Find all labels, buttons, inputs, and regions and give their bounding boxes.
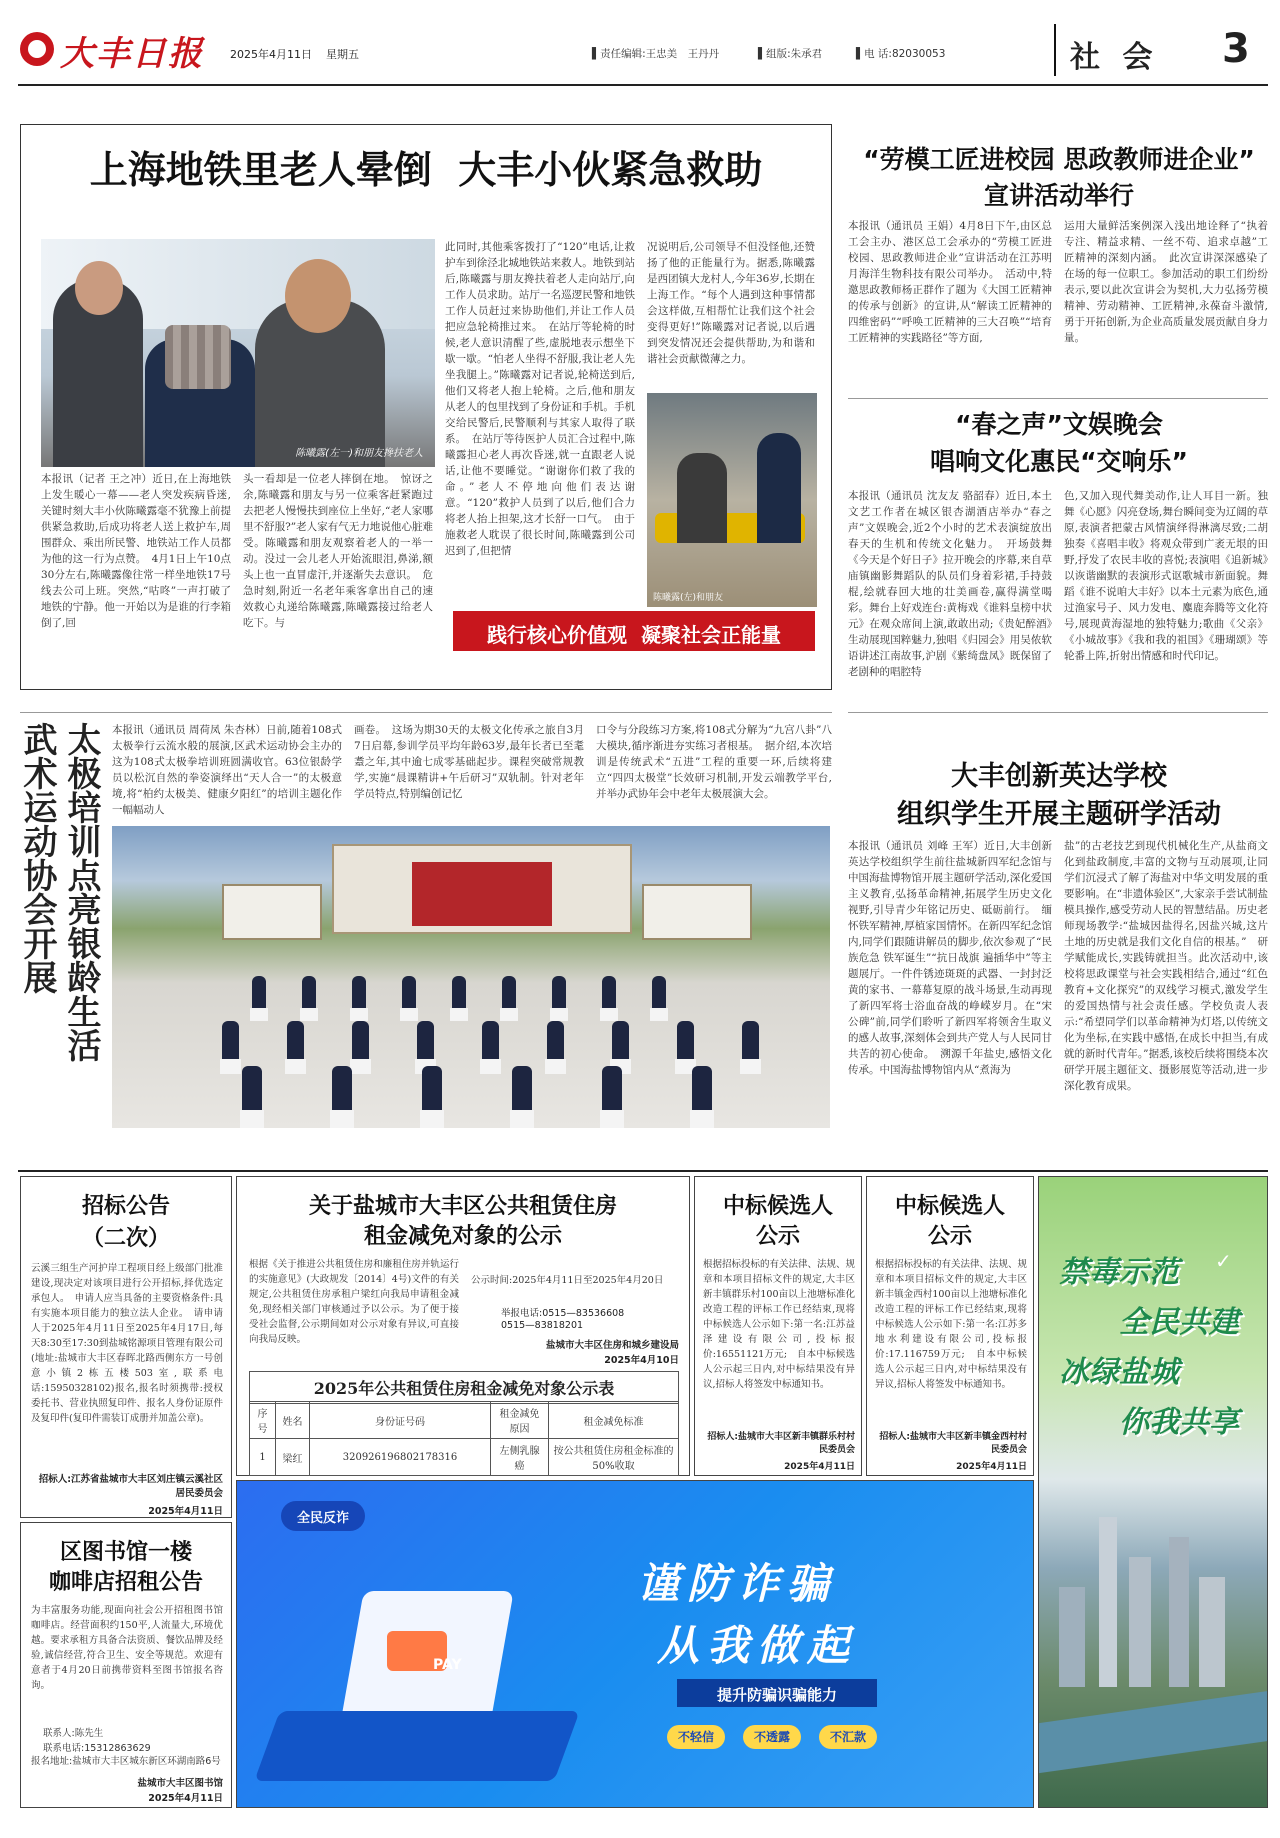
fraud-btn-2: 不透露	[743, 1725, 801, 1749]
performer-legs	[240, 1110, 264, 1128]
table-row	[250, 1439, 679, 1476]
issue-date: 2025年4月11日	[230, 48, 312, 61]
performer-legs	[300, 1008, 318, 1021]
psa-anti-drug	[1038, 1176, 1268, 1808]
issue-weekday: 星期五	[326, 48, 359, 61]
ad2-title-2: 租金减免对象的公示	[363, 1224, 562, 1249]
performer-figure	[612, 1021, 629, 1063]
performer-legs	[500, 1008, 518, 1021]
fraud-tag-text: 全民反诈	[296, 1511, 349, 1526]
fraud-line-1: 谨防诈骗	[637, 1559, 838, 1608]
performer-legs	[550, 1008, 568, 1021]
ad5-address: 报名地址:盐城市大丰区城东新区环湖南路6号	[31, 1756, 221, 1767]
performer-legs	[420, 1110, 444, 1128]
psa-drug-line-1: 禁毒示范	[1059, 1255, 1179, 1290]
ad2-table	[249, 1401, 679, 1476]
taichi-photo	[112, 826, 830, 1128]
psa-drug-line-2: 全民共建	[1119, 1305, 1239, 1340]
ad-cafe-lease	[20, 1522, 232, 1808]
ad-tender-notice	[20, 1176, 232, 1518]
person-left-head	[75, 261, 123, 315]
fraud-btn-1: 不轻信	[667, 1725, 725, 1749]
tower-5	[1059, 1587, 1085, 1687]
performer-figure	[417, 1021, 434, 1063]
medic	[757, 433, 801, 543]
page-number: 3	[1222, 26, 1250, 72]
fraud-btn-3: 不汇款	[819, 1725, 877, 1749]
performer-legs	[600, 1110, 624, 1128]
ad2-table-title: 2025年公共租赁住房租金减免对象公示表	[249, 1371, 679, 1404]
ad2-td-id: 320926196802178316	[310, 1439, 491, 1476]
performer-figure	[352, 1021, 369, 1063]
phone-credit: ▌电 话:82030053	[856, 48, 946, 60]
performer-figure	[512, 1066, 532, 1114]
story5-col-2: 盐”的古老技艺到现代机械化生产,从盐商文化到盐政制度,丰富的文物与互动展项,让同学们沉浸式了解了海盐对中华文明发展的重要影响。在“非遗体验区”,大家亲手尝试制盐模具操作,感受劳动人民的智慧结晶。历史老师现场教学:“盐城因盐得名,因盐兴城,这片土地的历史就是我们文化自信的根基。” 研学赋能成长,实践铸就担当。此次活动中,该校将思政课堂与社会实践相结合,通过“红色教育+文化探究”的双线学习模式,激发学生的爱国热情与社会责任感。学校负责人表示:“希望同学们以革命精神为灯塔,以传统文化为坐标,在实践中感悟,在成长中担当,有成就的新时代青年。”据悉,该校后续将围绕本次研学开展主题征文、摄影展览等活动,进一步深化教育成果。	[1064, 840, 1268, 1092]
performer-legs	[400, 1008, 418, 1021]
performer-legs	[690, 1110, 714, 1128]
ad2-table-header	[250, 1402, 679, 1439]
ad1-body: 云溪三组生产河护岸工程项目经上级部门批准建设,现决定对该项目进行公开招标,择优选定承包人。 申请人应当具备的主要资格条件:具有实施本项目能力的独立法人企业。 请申请人于2025年4月11日至2025年4月17日,每天8:30至17:30到盐城铭源项目管理有限公司(地址:盐城市大丰区春晖北路西侧东方一号创意小镇2栋五楼503室,联系电话:15950328102)报名,报名时须携带:授权委托书、营业执照复印件、报名人身份证原件及复印件(复印件需装订成册并加盖公章)。	[31, 1263, 223, 1424]
ad-rent-reduction	[236, 1176, 690, 1476]
river	[1039, 1691, 1268, 1773]
tower-3	[1169, 1537, 1189, 1687]
performer-legs	[330, 1110, 354, 1128]
story-col-4: 况说明后,公司领导不但没怪他,还赞扬了他的正能量行为。据悉,陈曦露是西团镇大龙村人,今年36岁,长期在上海工作。“每个人遇到这种事情都会这样做,互相帮忙让我们这个社会变得更好!”陈曦露对记者说,以后遇到突发情况还会提供帮助,为和谐和谐社会贡献微薄之力。	[647, 241, 815, 365]
performer-figure	[287, 1021, 304, 1063]
story3-col-1: 本报讯（通讯员 沈友友 骆韶春）近日,本土文艺工作者在城区银杏湖酒店举办“春之声”文娱晚会,近2个小时的艺术表演绽放出春天的生机和传统文化魅力。 开场鼓舞《今天是个好日子》拉开晚会的序幕,来自草庙镇幽影舞蹈队的队员们身着彩裙,手持鼓棍,绘就春回大地的壮美画卷,赢得满堂喝彩。舞台上好戏连台:黄梅戏《谁料皇榜中状元》在观众席间上演,敢敢出动;《贵妃醉酒》生动展现国粹魅力,独唱《归园会》用吴侬软语讲述江南故事,沪剧《紫绮盘凤》既保留了老剧种的唱腔特	[848, 490, 1052, 678]
ad2-phone-1: 举报电话:0515—83536608	[501, 1308, 625, 1319]
story4-col-3: 口令与分段练习方案,将108式分解为“九宫八卦”八大模块,循序渐进夯实练习者根基。 据介绍,本次培训是传统武术“五进”工程的重要一环,后续将建立“四四太极堂”长效研习机制,开发云端教学平台,并举办武协年会中老年太极展演大会。	[596, 724, 832, 800]
ad3-date: 2025年4月11日	[784, 1462, 855, 1472]
performer-figure	[222, 1021, 239, 1063]
story3-rule	[848, 712, 1268, 713]
performer-legs	[650, 1008, 668, 1021]
story4-vertical-headline-2: 武术运动协会开展	[17, 722, 57, 994]
masthead-rule	[18, 84, 1268, 86]
performer-legs	[545, 1059, 566, 1074]
performer-legs	[350, 1059, 371, 1074]
story5-col-1: 本报讯（通讯员 刘峰 王军）近日,大丰创新英达学校组织学生前往盐城新四军纪念馆与中国海盐博物馆开展主题研学活动,深化爱国主义教育,弘扬革命精神,拓展学生历史文化视野,引导青少年铭记历史、砥砺前行。 缅怀铁军精神,厚植家国情怀。在新四军纪念馆内,同学们跟随讲解员的脚步,依次参观了“民族危急 铁军诞生”“抗日战旗 遍插华中”等主题展厅。一件件锈迹斑斑的武器、一封封泛黄的家书、一幕幕复原的战斗场景,生动再现了新四军将士浴血奋战的峥嵘岁月。在“宋公碑”前,同学们聆听了新四军将领舍生取义的感人故事,深刻体会到共产党人与人民同甘共苦的初心使命。 溯源千年盐史,感悟文化传承。中国海盐博物馆内从“煮海为	[848, 840, 1052, 1076]
story5-headline-1: 大丰创新英达学校	[951, 761, 1167, 792]
story4-col-1: 本报讯（通讯员 周荷凤 朱杏林）日前,随着108式太极拳行云流水般的展演,区武术运动协会主办的这为108式太极拳培训班圆满收官。63位银龄学员以松沉自然的拳姿演绎出“天人合一”的太极意境,将“柏约太极美、健康夕阳红”的培训主题化作一幅幅动人	[112, 724, 342, 816]
story-col-2: 头一看却是一位老人摔倒在地。 惊讶之余,陈曦露和朋友与另一位乘客赶紧跑过去把老人慢慢扶到座位上坐好,“老人家哪里不舒服?”老人家有气无力地说他心脏难受。陈曦露和朋友观察着老人的一举一动。没过一会儿老人开始流眼泪,鼻涕,额头上也一直冒虚汗,并逐渐失去意识。 危急时刻,附近一名老年乘客拿出自己的速效救心丸递给陈曦露,陈曦露接过给老人吃下。与	[243, 473, 433, 629]
story3-headline-2: 唱响文化惠民“交响乐”	[930, 447, 1188, 476]
blurred-face	[165, 325, 231, 389]
performer-figure	[652, 976, 666, 1011]
performer-figure	[302, 976, 316, 1011]
editor-credit: ▌责任编辑:王忠美 王丹丹	[592, 48, 720, 60]
ad3-title-2: 公示	[755, 1224, 800, 1249]
helper	[677, 453, 727, 543]
performer-figure	[402, 976, 416, 1011]
ad2-period: 公示时间:2025年4月11日至2025年4月20日	[471, 1275, 664, 1286]
ad1-title-1: 招标公告	[81, 1194, 170, 1219]
performer-legs	[450, 1008, 468, 1021]
ad1-signer: 招标人:江苏省盐城市大丰区刘庄镇云溪社区居民委员会	[38, 1474, 223, 1499]
performer-legs	[600, 1008, 618, 1021]
ad2-th-reason: 租金减免原因	[491, 1402, 549, 1439]
story-col-3: 此同时,其他乘客拨打了“120”电话,让救护车到徐泾北城地铁站来救人。地铁到站后,陈曦露与朋友搀扶着老人走向站厅,向工作人员求助。站厅一名巡逻民警和地铁工作人员赶过来协助他们,并让工作人员把应急轮椅推过来。 在站厅等轮椅的时候,老人意识清醒了些,虚脱地表示想坐下歇一歇。“怕老人坐得不舒服,我让老人先坐我腿上。”陈曦露对记者说,轮椅送到后,他们又将老人抱上轮椅。之后,他和朋友从老人的包里找到了身份证和手机。手机交给民警后,民警顺利与其家人取得了联系。 在站厅等待医护人员汇合过程中,陈曦露担心老人再次昏迷,就一直跟老人说话,让他不要睡觉。“谢谢你们救了我的命。”老人不停地向他们表达谢意。“120”救护人员到了以后,他们合力将老人抬上担架,这才长舒一口气。 由于施救老人耽误了很长时间,陈曦露到公司迟到了,但把情	[445, 241, 635, 557]
newspaper-logo: 大丰日报	[60, 34, 204, 74]
ad2-th-name: 姓名	[276, 1402, 310, 1439]
ad2-phone-2: 0515—83818201	[501, 1320, 584, 1331]
performer-figure	[602, 976, 616, 1011]
value-banner-text: 践行核心价值观 凝聚社会正能量	[487, 623, 781, 647]
ad2-body: 根据《关于推进公共租赁住房和廉租住房并轨运行的实施意见》(大政规发〔2014〕4号)文件的有关规定,公共租赁住房承租户梁红向我局申请租金减免,现经相关部门审核通过予以公示。为了便于接受社会监督,公示期间如对公示对象有异议,可直接向我局反映。	[249, 1259, 459, 1345]
ad4-signer: 招标人:盐城市大丰区新丰镇金西村村民委员会	[879, 1432, 1027, 1455]
performer-figure	[742, 1021, 759, 1063]
ad5-title-2: 咖啡店招租公告	[48, 1570, 203, 1595]
psa-drug-line-4: 你我共享	[1119, 1405, 1239, 1440]
tower-1	[1099, 1517, 1117, 1687]
fraud-sub: 提升防骗识骗能力	[716, 1686, 837, 1704]
ad5-phone: 联系电话:15312863629	[43, 1743, 151, 1754]
performers-group	[112, 826, 830, 1128]
ad2-signer: 盐城市大丰区住房和城乡建设局	[545, 1340, 679, 1351]
ad4-body: 根据招标投标的有关法律、法规、规章和本项目招标文件的规定,大丰区新丰镇金西村100亩以上池塘标准化改造工程的评标工作已经结束,现将中标候选人公示如下:第一名:江苏多地水利建设有限公司,投标报价:17.116759万元; 自本中标候选人公示起三日内,对中标结果没有异议,招标人将签发中标通知书。	[875, 1259, 1027, 1390]
ad5-body: 为丰富服务功能,现面向社会公开招租图书馆咖啡店。经营面积约150平,人流量大,环境优越。要求承租方具备合法资质、餐饮品牌及经验,诚信经营,符合卫生、安全等规范。欢迎有意者于4月20日前携带资料至图书馆报名咨询。	[31, 1605, 223, 1691]
tower-4	[1199, 1577, 1225, 1687]
ad5-title-1: 区图书馆一楼	[59, 1540, 192, 1565]
section-name: 社 会	[1070, 40, 1159, 75]
ad5-contact: 联系人:陈先生	[43, 1728, 104, 1739]
performer-figure	[502, 976, 516, 1011]
story2-rule	[848, 398, 1268, 399]
story4-vertical-headline: 太极培训点亮银龄生活	[61, 722, 101, 1062]
story4-col-2: 画卷。 这场为期30天的太极文化传承之旅自3月7日启幕,参训学员平均年龄63岁,最年长者已至耄耋之年,其中逾七成零基础起步。课程突破常规教学,实施“晨课精讲+午后研习”双轨制。针对老年学员特点,特别编创记忆	[354, 724, 584, 800]
ad2-date: 2025年4月10日	[604, 1355, 679, 1366]
story3-col-2: 色,又加入现代舞美动作,让人耳目一新。独舞《心愿》闪亮登场,舞台瞬间变为辽阔的草原,表演者把蒙古风情演绎得淋漓尽致;二胡独奏《喜唱丰收》将观众带到广袤无垠的田野,抒发了农民丰收的喜悦;表演唱《追新城》以诙谐幽默的表演形式讴歌城市新面貌。舞蹈《谁不说咱大丰好》以本土元素为底色,通过渔家号子、风力发电、麋鹿奔腾等文化符号,展现黄海湿地的独特魅力;歌曲《父亲》《小城故事》《我和我的祖国》《珊瑚颂》等轮番上阵,折射出情感和时代印记。	[1064, 490, 1268, 662]
performer-legs	[250, 1008, 268, 1021]
fraud-line-2: 从我做起	[657, 1621, 858, 1670]
bird-icon: ✓	[1215, 1249, 1232, 1273]
performer-legs	[480, 1059, 501, 1074]
story-subway-rescue	[20, 124, 832, 690]
tower-2	[1129, 1557, 1151, 1687]
rescue-photo	[41, 239, 435, 467]
city-skyline	[1039, 1507, 1268, 1687]
story-col-1: 本报讯（记者 王之冲）近日,在上海地铁上发生暖心一幕——老人突发疾病昏迷,关键时刻大丰小伙陈曦露毫不犹豫上前提供紧急救助,后成功将老人送上救护车,周围群众、乘出所民警、地铁站工作人员都为他的这一行为点赞。 4月1日上午10点30分左右,陈曦露像往常一样坐地铁17号线去公司上班。突然,“咕咚”一声打破了地铁的宁静。他一开始以为是谁的行李箱倒了,回	[41, 473, 231, 629]
performer-figure	[482, 1021, 499, 1063]
ad-bid-candidate-2	[866, 1176, 1034, 1476]
performer-figure	[677, 1021, 694, 1063]
ad2-th-id: 身份证号码	[310, 1402, 491, 1439]
station-photo	[647, 393, 817, 607]
ad4-title-1: 中标候选人	[894, 1194, 1005, 1219]
performer-figure	[692, 1066, 712, 1114]
performer-legs	[350, 1008, 368, 1021]
person-right-head	[285, 259, 351, 333]
performer-figure	[242, 1066, 262, 1114]
photo-caption: 陈曦露(左一)和朋友搀扶老人	[295, 448, 423, 459]
performer-figure	[252, 976, 266, 1011]
layout-credit: ▌组版:朱承君	[758, 48, 823, 60]
ad1-date: 2025年4月11日	[148, 1506, 223, 1517]
story1-bottom-rule	[20, 712, 832, 713]
ad2-td-no: 1	[250, 1439, 276, 1476]
performer-legs	[510, 1110, 534, 1128]
ad5-date: 2025年4月11日	[148, 1793, 223, 1804]
performer-figure	[352, 976, 366, 1011]
ad2-td-reason: 左侧乳腺癌	[491, 1439, 549, 1476]
ad2-th-no: 序号	[250, 1402, 276, 1439]
performer-legs	[220, 1059, 241, 1074]
performer-figure	[547, 1021, 564, 1063]
performer-legs	[740, 1059, 761, 1074]
pay-label: PAY	[433, 1657, 462, 1673]
story2-headline-2: 宣讲活动举行	[983, 181, 1134, 210]
story2-col-1: 本报讯（通讯员 王娟）4月8日下午,由区总工会主办、港区总工会承办的“劳模工匠进校园、思政教师进企业”宣讲活动在江苏明月海洋生物科技有限公司举办。 活动中,特邀思政教师杨正群作了题为《大国工匠精神的传承与创新》的宣讲,从“解读工匠精神的四维密码”“呼唤工匠精神的三大召唤”“培育工匠精神的实践路径”等方面,	[848, 220, 1052, 344]
story2-headline-1: “劳模工匠进校园 思政教师进企业”	[863, 145, 1255, 174]
ad2-title-1: 关于盐城市大丰区公共租赁住房	[308, 1194, 617, 1219]
performer-figure	[422, 1066, 442, 1114]
ad3-signer: 招标人:盐城市大丰区新丰镇群乐村村民委员会	[707, 1432, 855, 1455]
story-headline: 上海地铁里老人晕倒 大丰小伙紧急救助	[89, 148, 763, 192]
section-divider	[1054, 24, 1056, 76]
psa-anti-fraud	[236, 1480, 1034, 1808]
platform	[254, 1711, 579, 1781]
photo-caption-2: 陈曦露(左)和朋友	[653, 593, 724, 603]
ad4-date: 2025年4月11日	[956, 1462, 1027, 1472]
performer-figure	[552, 976, 566, 1011]
ad5-signer: 盐城市大丰区图书馆	[137, 1778, 223, 1789]
ad3-body: 根据招标投标的有关法律、法规、规章和本项目招标文件的规定,大丰区新丰镇群乐村100亩以上池塘标准化改造工程的评标工作已经结束,现将中标候选人公示如下:第一名:江苏益泽建设有限公司,投标报价:16551121万元; 自本中标候选人公示起三日内,对中标结果没有异议,招标人将签发中标通知书。	[703, 1259, 855, 1390]
ad-bid-candidate-1	[694, 1176, 862, 1476]
story3-headline-1: “春之声”文娱晚会	[955, 410, 1163, 439]
ads-top-rule	[18, 1170, 1268, 1172]
ad4-title-2: 公示	[927, 1224, 972, 1249]
performer-figure	[332, 1066, 352, 1114]
ad2-th-standard: 租金减免标准	[549, 1402, 679, 1439]
logo-sun-icon	[28, 40, 46, 58]
performer-figure	[602, 1066, 622, 1114]
psa-drug-line-3: 冰绿盐城	[1059, 1355, 1179, 1390]
ad2-td-name: 梁红	[276, 1439, 310, 1476]
ad2-td-standard: 按公共租赁住房租金标准的50%收取	[549, 1439, 679, 1476]
story2-col-2: 运用大量鲜活案例深入浅出地诠释了“执着专注、精益求精、一丝不苟、追求卓越”工匠精神的深刻内涵。 此次宣讲深深感染了在场的每一位职工。参加活动的职工们纷纷表示,要以此次宣讲会为契机,大力弘扬劳模精神、劳动精神、工匠精神,永葆奋斗激情,勇于开拓创新,为企业高质量发展贡献自身力量。	[1064, 220, 1268, 344]
performer-figure	[452, 976, 466, 1011]
masthead	[18, 18, 1268, 82]
ad1-title-2: （二次）	[81, 1226, 170, 1251]
performer-legs	[285, 1059, 306, 1074]
story5-headline-2: 组织学生开展主题研学活动	[897, 799, 1221, 830]
ad3-title-1: 中标候选人	[722, 1194, 833, 1219]
